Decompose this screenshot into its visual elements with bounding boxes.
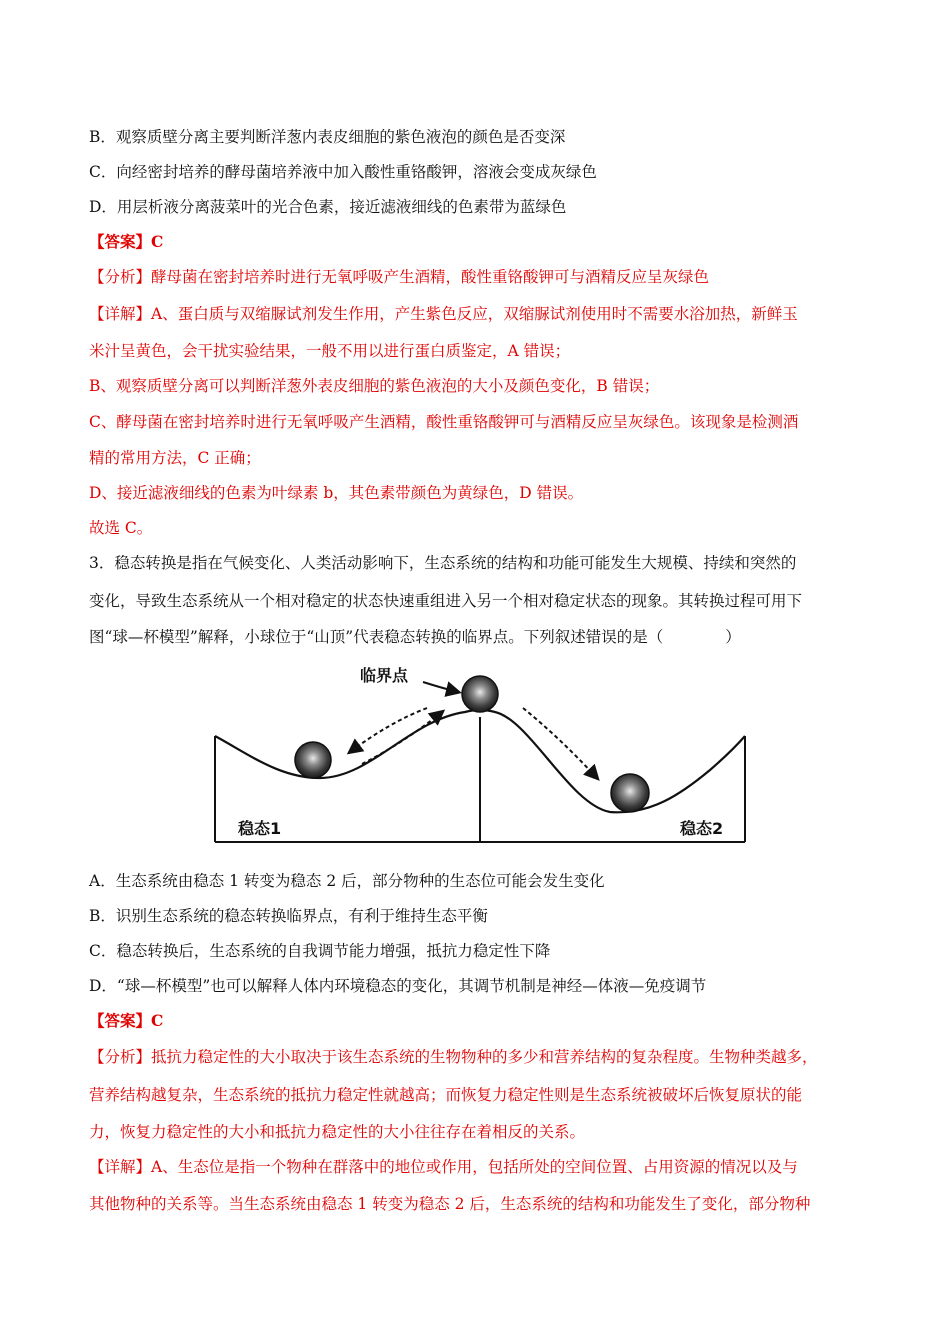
q3-analysis-line: 营养结构越复杂，生态系统的抵抗力稳定性就越高；而恢复力稳定性则是生态系统被破坏后恢复原状的能 xyxy=(89,1086,803,1104)
q2-option-b: B．观察质壁分离主要判断洋葱内表皮细胞的紫色液泡的颜色是否变深 xyxy=(89,128,566,146)
q2-detail-line: 精的常用方法，C 正确； xyxy=(89,449,261,467)
critical-point-arrow xyxy=(423,682,458,692)
q3-answer: 【答案】C xyxy=(89,1011,164,1030)
ball-cup-diagram xyxy=(210,660,750,850)
q3-detail-line: 其他物种的关系等。当生态系统由稳态 1 转变为稳态 2 后，生态系统的结构和功能发生了变化，部分物种 xyxy=(89,1195,811,1213)
q2-analysis: 【分析】酵母菌在密封培养时进行无氧呼吸产生酒精，酸性重铬酸钾可与酒精反应呈灰绿色 xyxy=(89,268,710,286)
dashed-arrow-to-critical xyxy=(362,712,442,764)
q2-detail-line: 米汁呈黄色，会干扰实验结果，一般不用以进行蛋白质鉴定，A 错误； xyxy=(89,342,571,360)
state1-label: 稳态1 xyxy=(238,819,282,838)
q3-detail-line: 【详解】A、生态位是指一个物种在群落中的地位或作用，包括所处的空间位置、占用资源的情况以及与 xyxy=(89,1158,798,1176)
ball-state2 xyxy=(611,774,649,812)
q2-option-c: C．向经密封培养的酵母菌培养液中加入酸性重铬酸钾，溶液会变成灰绿色 xyxy=(89,163,597,181)
state2-label: 稳态2 xyxy=(680,819,724,838)
q3-stem-line: 图“球—杯模型”解释，小球位于“山顶”代表稳态转换的临界点。下列叙述错误的是（ ） xyxy=(89,628,741,646)
q2-answer: 【答案】C xyxy=(89,232,164,251)
dashed-arrow-to-state1 xyxy=(350,708,427,752)
q3-analysis-line: 力，恢复力稳定性的大小和抵抗力稳定性的大小往往存在着相反的关系。 xyxy=(89,1123,586,1141)
q3-analysis-line: 【分析】抵抗力稳定性的大小取决于该生态系统的生物物种的多少和营养结构的复杂程度。生物种类越多， xyxy=(89,1048,818,1066)
q3-option-d: D．“球—杯模型”也可以解释人体内环境稳态的变化，其调节机制是神经—体液—免疫调节 xyxy=(89,977,707,995)
ball-critical-point xyxy=(462,676,498,712)
q2-detail-line: D、接近滤液细线的色素为叶绿素 b，其色素带颜色为黄绿色，D 错误。 xyxy=(89,484,584,502)
q3-option-c: C．稳态转换后，生态系统的自我调节能力增强，抵抗力稳定性下降 xyxy=(89,942,551,960)
q2-detail-line: 【详解】A、蛋白质与双缩脲试剂发生作用，产生紫色反应，双缩脲试剂使用时不需要水浴加热，新鲜玉 xyxy=(89,305,798,323)
q3-stem-line: 变化，导致生态系统从一个相对稳定的状态快速重组进入另一个相对稳定状态的现象。其转换过程可用下 xyxy=(89,592,803,610)
ball-cup-model-figure xyxy=(210,660,750,850)
q2-conclusion: 故选 C。 xyxy=(89,519,153,537)
ball-state1 xyxy=(295,742,331,778)
q3-stem-line: 3．稳态转换是指在气候变化、人类活动影响下，生态系统的结构和功能可能发生大规模、持续和突然的 xyxy=(89,554,797,572)
q3-option-a: A．生态系统由稳态 1 转变为稳态 2 后，部分物种的生态位可能会发生变化 xyxy=(89,872,605,890)
q2-option-d: D．用层析液分离菠菜叶的光合色素，接近滤液细线的色素带为蓝绿色 xyxy=(89,198,567,216)
q3-option-b: B．识别生态系统的稳态转换临界点，有利于维持生态平衡 xyxy=(89,907,488,925)
q2-detail-line: C、酵母菌在密封培养时进行无氧呼吸产生酒精，酸性重铬酸钾可与酒精反应呈灰绿色。该现象是检测酒 xyxy=(89,413,799,431)
critical-point-label: 临界点 xyxy=(360,666,409,685)
q2-detail-line: B、观察质壁分离可以判断洋葱外表皮细胞的紫色液泡的大小及颜色变化，B 错误； xyxy=(89,377,660,395)
